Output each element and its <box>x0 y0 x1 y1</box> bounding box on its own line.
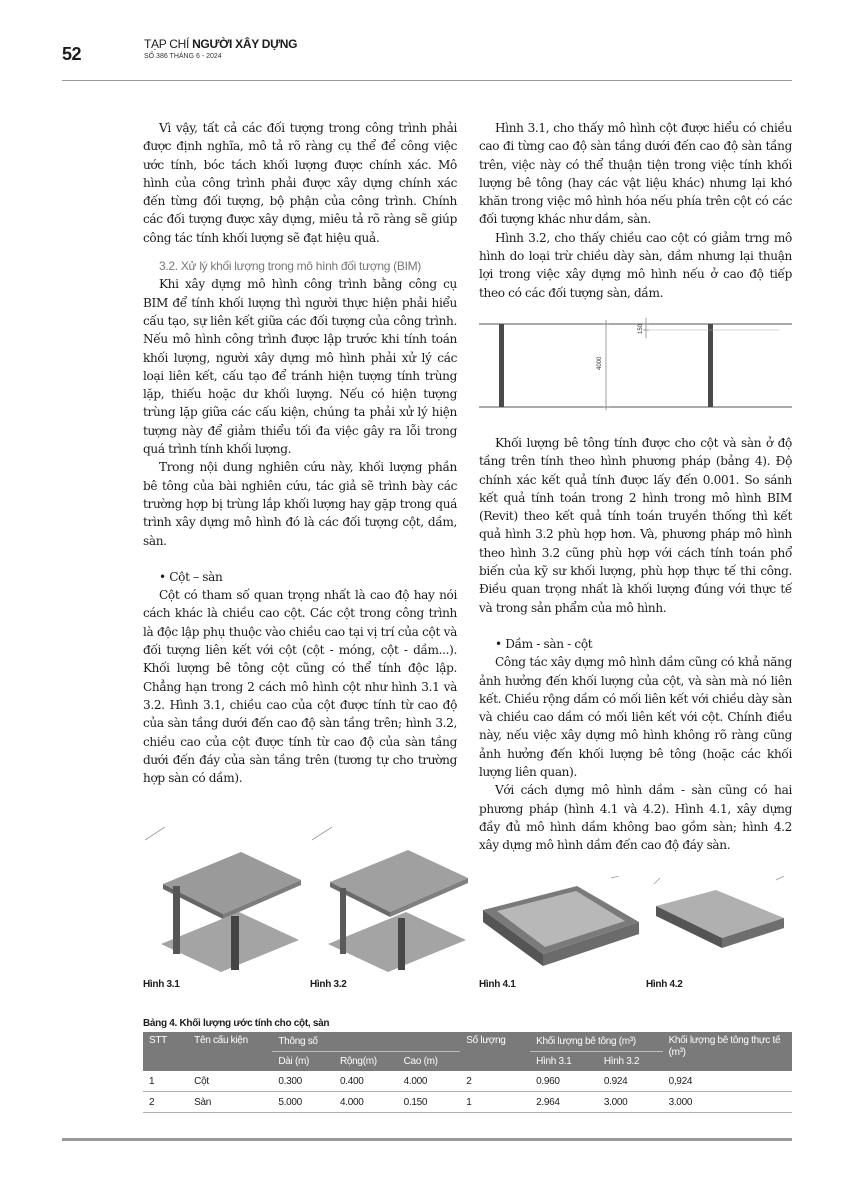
magazine-name: NGƯỜI XÂY DỰNG <box>192 37 298 51</box>
header-fig32: Hình 3.2 <box>598 1052 663 1072</box>
cell-actual: 0,924 <box>663 1071 792 1092</box>
bullet-heading: • Cột – sàn <box>159 569 223 584</box>
table-title: Bảng 4. Khối lượng ước tính cho cột, sàn <box>143 1018 330 1029</box>
figure-4-2-caption: Hình 4.2 <box>646 979 683 990</box>
header-volume: Khối lượng bê tông (m³) <box>530 1032 662 1052</box>
right-column-lower <box>479 434 792 855</box>
figure-4-1-caption: Hình 4.1 <box>479 979 516 990</box>
header-params: Thông số <box>272 1032 460 1052</box>
paragraph: Khối lượng bê tông tính được cho cột và sàn ở độ tầng trên tính theo hình phương pháp (bảng 4). Độ chính xác kết quả tính được lấy đến 0.001. So sánh kết quả tính toán trong 2 hình trong mô hình BIM (Revit) theo kết quả tính toán truyền thống thì kết quả hình 3.2 phù hợp hơn. Và, phương pháp mô hình theo hình 3.2 cũng phù hợp với cách tính toán phổ biến của kỹ sư khối lượng, phù hợp thực tế thi công. Điều quan trọng nhất là khối lượng đúng với thực tế và trong sản phẩm của mô hình. <box>479 436 792 615</box>
figure-3-1-column-slab-model <box>143 822 303 972</box>
cell-actual: 3.000 <box>663 1092 792 1113</box>
dimension-label-4000: 4000 <box>597 356 603 370</box>
table-row <box>143 1071 792 1092</box>
header-height: Cao (m) <box>398 1052 461 1072</box>
figure-4-2-beam-slab-model <box>646 876 794 970</box>
cell-length: 5.000 <box>272 1092 334 1113</box>
table-row <box>143 1092 792 1113</box>
cell-name: Sàn <box>188 1092 272 1113</box>
cell-v31: 2.964 <box>530 1092 598 1113</box>
paragraph: Vì vậy, tất cả các đối tượng trong công trình phải được định nghĩa, mô tả rõ ràng cụ thể để công việc ước tính, bóc tách khối lượng được chính xác. Mô hình của công trình phải được xây dựng chính xác đến từng đối tượng, bộ phận của công trình. Chính các đối tượng được xây dựng, miêu tả rõ ràng sẽ giúp công tác tính khối lượng sẽ đạt hiệu quả. <box>143 121 457 245</box>
paragraph: Hình 3.1, cho thấy mô hình cột được hiểu có chiều cao đi từng cao độ sàn tầng dưới đến cao độ sàn tầng trên, việc này có thể thuận tiện trong việc tính khối lượng bê tông (hay các vật liệu khác) nhưng lại khó khăn trong việc mô hình hóa nếu phía trên cột có các đối tượng khác như dầm, sàn. <box>479 121 792 227</box>
cell-qty: 2 <box>460 1071 530 1092</box>
paragraph: Trong nội dung nghiên cứu này, khối lượng phần bê tông của bài nghiên cứu, tác giả sẽ trình bày các trường hợp bị trùng lắp khối lượng hay gặp trong quá trình xây dựng mô hình đó là các đối tượng cột, dầm, sàn. <box>143 460 457 548</box>
cell-height: 4.000 <box>398 1071 461 1092</box>
cell-qty: 1 <box>460 1092 530 1113</box>
footer-divider <box>62 1138 792 1141</box>
cell-height: 0.150 <box>398 1092 461 1113</box>
header-divider <box>62 80 792 81</box>
page-number: 52 <box>62 44 82 64</box>
section-heading: 3.2. Xử lý khối lượng trong mô hình đối tượng (BIM) <box>159 259 421 274</box>
column-elevation-drawing <box>479 318 792 414</box>
right-column <box>479 119 792 302</box>
header-name: Tên cấu kiện <box>188 1032 272 1071</box>
cell-name: Cột <box>188 1071 272 1092</box>
bullet-heading: • Dầm - sàn - cột <box>495 636 593 651</box>
header-qty: Số lượng <box>460 1032 530 1071</box>
cell-v32: 3.000 <box>598 1092 663 1113</box>
cell-stt: 1 <box>143 1071 188 1092</box>
paragraph: Cột có tham số quan trọng nhất là cao độ hay nói cách khác là chiều cao cột. Các cột trong công trình là độc lập phụ thuộc vào chiều cao tại vị trí của cột và đối tượng liên kết với cột (cột - móng, cột - dầm...). Khối lượng bê tông cột cũng có thể tính độc lập. Chẳng hạn trong 2 cách mô hình cột như hình 3.1 và 3.2. Hình 3.1, chiều cao của cột được tính từ cao độ của sàn tầng dưới đến cao độ sàn tầng trên; hình 3.2, chiều cao của cột được tính từ cao độ của sàn tầng dưới đến đáy của sàn tầng trên (tương tự cho trường hợp sàn có dầm). <box>143 588 457 786</box>
header-fig31: Hình 3.1 <box>530 1052 598 1072</box>
paragraph: Khi xây dựng mô hình công trình bằng công cụ BIM để tính khối lượng thì người thực hiện phải hiểu cấu tạo, sự liên kết giữa các đối tượng của công trình. Nếu mô hình công trình được lập trước khi tính toán khối lượng, người xây dựng mô hình phải xử lý các loại liên kết, cấu tạo để tránh hiện tượng tính trùng lặp, thiếu hoặc dư khối lượng. Nếu có hiện tượng trùng lặp giữa các cấu kiện, chúng ta phải xử lý hiện tượng này để giảm thiểu tối đa việc gây ra lỗi trong quá trình tính khối lượng. <box>143 277 457 457</box>
header-length: Dài (m) <box>272 1052 334 1072</box>
cell-width: 4.000 <box>334 1092 398 1113</box>
cell-width: 0.400 <box>334 1071 398 1092</box>
cell-stt: 2 <box>143 1092 188 1113</box>
paragraph: Với cách dựng mô hình dầm - sàn cũng có hai phương pháp (hình 4.1 và 4.2). Hình 4.1, xây dựng đầy đủ mô hình dầm không bao gồm sàn; hình 4.2 xây dựng mô hình dầm đến cao độ đáy sàn. <box>479 783 792 853</box>
figure-4-1-beam-model <box>479 876 649 970</box>
figure-3-1-caption: Hình 3.1 <box>143 979 180 990</box>
cell-v31: 0.960 <box>530 1071 598 1092</box>
paragraph: Công tác xây dựng mô hình dầm cũng có khả năng ảnh hưởng đến khối lượng của cột, và sàn mà nó liên kết. Chiều rộng dầm có mối liên kết với chiều dày sàn và chiều cao dầm có mối liên kết với cột. Chính điều này, nếu việc xây dựng mô hình không rõ ràng cũng ảnh hưởng đến khối lượng bê tông (hoặc các khối lượng liên quan). <box>479 655 792 780</box>
paragraph: Hình 3.2, cho thấy chiều cao cột có giảm trng mô hình do loại trừ chiều dày sàn, dầm nhưng lại thuận lợi trong việc xây dựng mô hình nếu ở cao độ tiếp theo có các đối tượng sàn, dầm. <box>479 230 792 300</box>
cell-length: 0.300 <box>272 1071 334 1092</box>
issue-number: SỐ 386 THÁNG 6 - 2024 <box>144 53 222 60</box>
magazine-title <box>144 37 297 51</box>
header-actual: Khối lượng bê tông thực tế (m³) <box>663 1032 792 1071</box>
table-header-row <box>143 1032 792 1052</box>
volume-table <box>143 1032 792 1113</box>
figure-3-2-column-slab-model <box>310 822 470 972</box>
dimension-label-150: 150 <box>638 323 644 334</box>
left-column <box>143 119 457 787</box>
cell-v32: 0.924 <box>598 1071 663 1092</box>
header-stt: STT <box>143 1032 188 1071</box>
figure-3-2-caption: Hình 3.2 <box>310 979 347 990</box>
magazine-prefix: TẠP CHÍ <box>144 37 193 51</box>
page-header <box>0 0 854 80</box>
header-width: Rộng(m) <box>334 1052 398 1072</box>
